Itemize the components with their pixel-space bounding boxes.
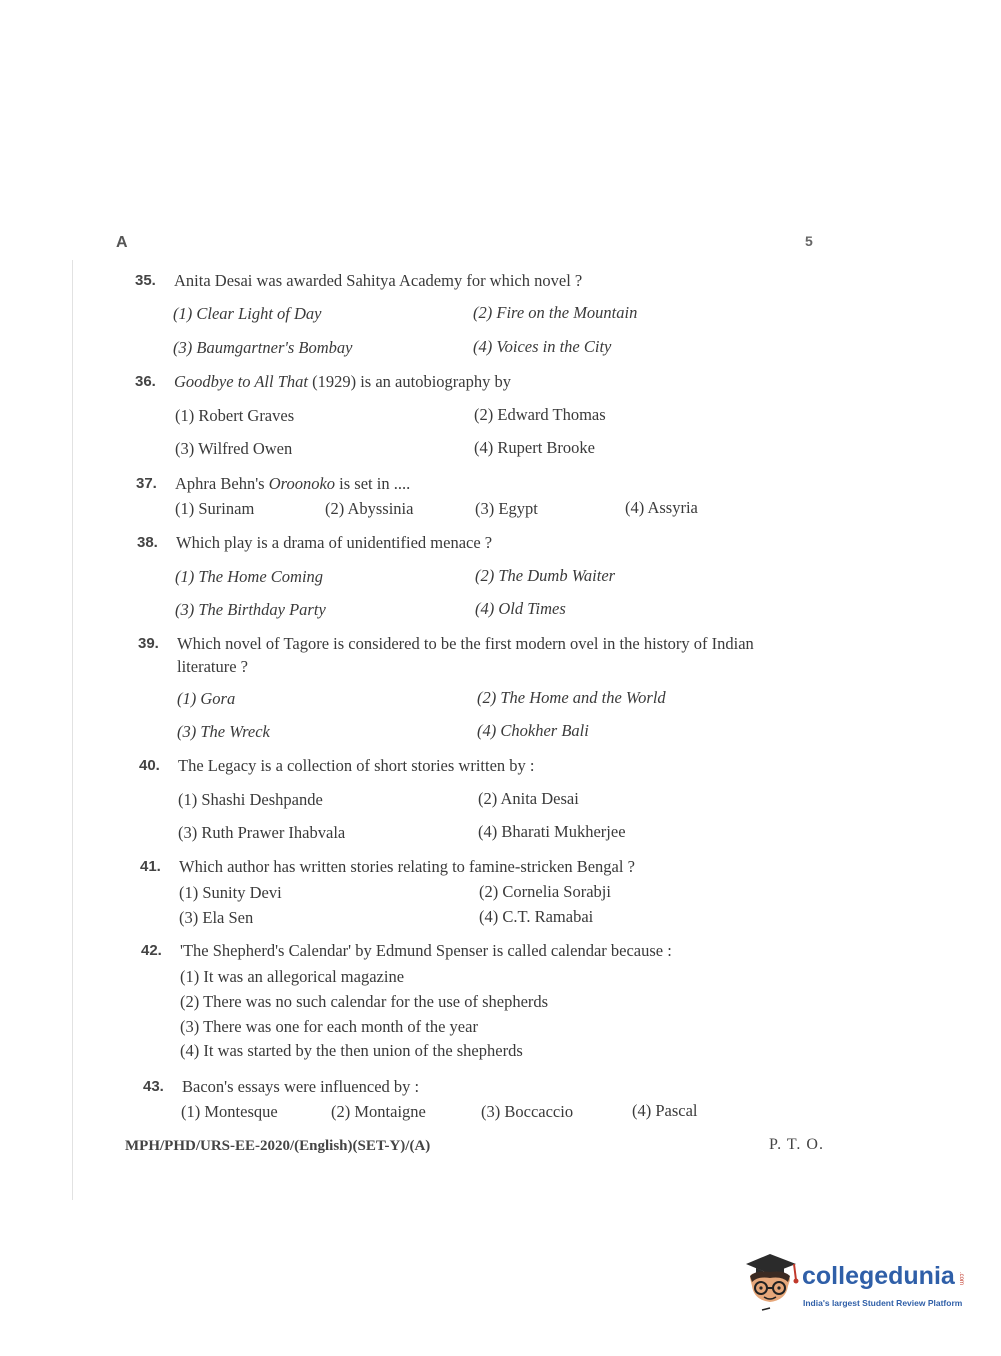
option: (3) Egypt <box>475 499 538 518</box>
option: (1) Robert Graves <box>175 406 295 425</box>
option: (4) Old Times <box>475 599 566 618</box>
question-number: 39. <box>138 635 159 652</box>
option: (3) There was one for each month of the year <box>180 1017 478 1036</box>
option: (2) Edward Thomas <box>474 405 606 424</box>
option: (4) It was started by the then union of the shepherds <box>180 1041 523 1060</box>
brand-suffix: .com <box>958 1272 964 1286</box>
question-number: 38. <box>137 534 158 551</box>
question-number: 35. <box>135 272 156 289</box>
option: (2) Abyssinia <box>325 499 414 518</box>
page-margin-line <box>72 260 73 1200</box>
option: (2) Anita Desai <box>478 789 579 808</box>
option: (2) Cornelia Sorabji <box>479 882 611 901</box>
question-number: 43. <box>143 1078 164 1095</box>
option: (4) C.T. Ramabai <box>479 907 594 926</box>
option: (4) Pascal <box>632 1101 698 1120</box>
option: (2) Fire on the Mountain <box>473 303 638 322</box>
option: (1) The Home Coming <box>175 567 324 586</box>
option: (4) Bharati Mukherjee <box>478 822 626 841</box>
brand-name: collegedunia <box>802 1262 955 1290</box>
question-number: 41. <box>140 858 161 875</box>
question-number: 40. <box>139 757 160 774</box>
question-stem: Which novel of Tagore is considered to be the first modern ovel in the history of Indian literature ? <box>177 634 754 676</box>
question-stem: The Legacy is a collection of short stories written by : <box>178 756 535 775</box>
question-stem <box>175 472 410 495</box>
stem-title: Oroonoko <box>268 474 336 493</box>
option: (4) Voices in the City <box>473 337 612 356</box>
brand-tagline: India's largest Student Review Platform <box>803 1298 963 1308</box>
option: (4) Chokher Bali <box>477 721 589 740</box>
set-letter: A <box>116 234 128 251</box>
option: (2) Montaigne <box>331 1102 426 1121</box>
option: (4) Assyria <box>625 498 698 517</box>
option: (1) Montesque <box>181 1102 278 1121</box>
option: (1) Sunity Devi <box>179 883 282 902</box>
option: (1) Shashi Deshpande <box>178 790 323 809</box>
option: (3) Baumgartner's Bombay <box>173 338 353 357</box>
mascot-icon <box>742 1250 802 1312</box>
question-stem: Bacon's essays were influenced by : <box>182 1077 420 1096</box>
option: (3) Ela Sen <box>179 908 254 927</box>
stem-text: Aphra Behn's <box>175 474 269 493</box>
option: (3) The Birthday Party <box>175 600 326 619</box>
stem-title: Goodbye to All That <box>174 372 308 391</box>
page-number: 5 <box>805 233 813 249</box>
collegedunia-logo <box>742 1250 972 1320</box>
option: (3) Wilfred Owen <box>175 439 293 458</box>
option: (1) Clear Light of Day <box>173 304 322 323</box>
question-number: 42. <box>141 942 162 959</box>
option: (2) There was no such calendar for the use of shepherds <box>180 992 549 1011</box>
question-number: 37. <box>136 475 157 492</box>
option: (2) The Dumb Waiter <box>475 566 616 585</box>
option: (2) The Home and the World <box>477 688 666 707</box>
option: (3) The Wreck <box>177 722 270 741</box>
option: (1) Surinam <box>175 499 255 518</box>
question-stem: Which play is a drama of unidentified menace ? <box>176 533 493 552</box>
question-stem <box>174 370 511 393</box>
option: (3) Boccaccio <box>481 1102 574 1121</box>
question-stem: 'The Shepherd's Calendar' by Edmund Spenser is called calendar because : <box>180 941 672 960</box>
option: (4) Rupert Brooke <box>474 438 595 457</box>
option: (3) Ruth Prawer Ihabvala <box>178 823 346 842</box>
stem-text: is set in .... <box>335 474 411 493</box>
question-stem: Which author has written stories relating to famine-stricken Bengal ? <box>179 857 635 876</box>
question-stem: Anita Desai was awarded Sahitya Academy for which novel ? <box>174 271 583 290</box>
paper-code: MPH/PHD/URS-EE-2020/(English)(SET-Y)/(A) <box>125 1138 431 1154</box>
stem-text: (1929) is an autobiography by <box>307 372 511 391</box>
option: (1) It was an allegorical magazine <box>180 967 405 986</box>
option: (1) Gora <box>177 689 236 708</box>
question-number: 36. <box>135 373 156 390</box>
pto-note: P. T. O. <box>769 1136 824 1153</box>
